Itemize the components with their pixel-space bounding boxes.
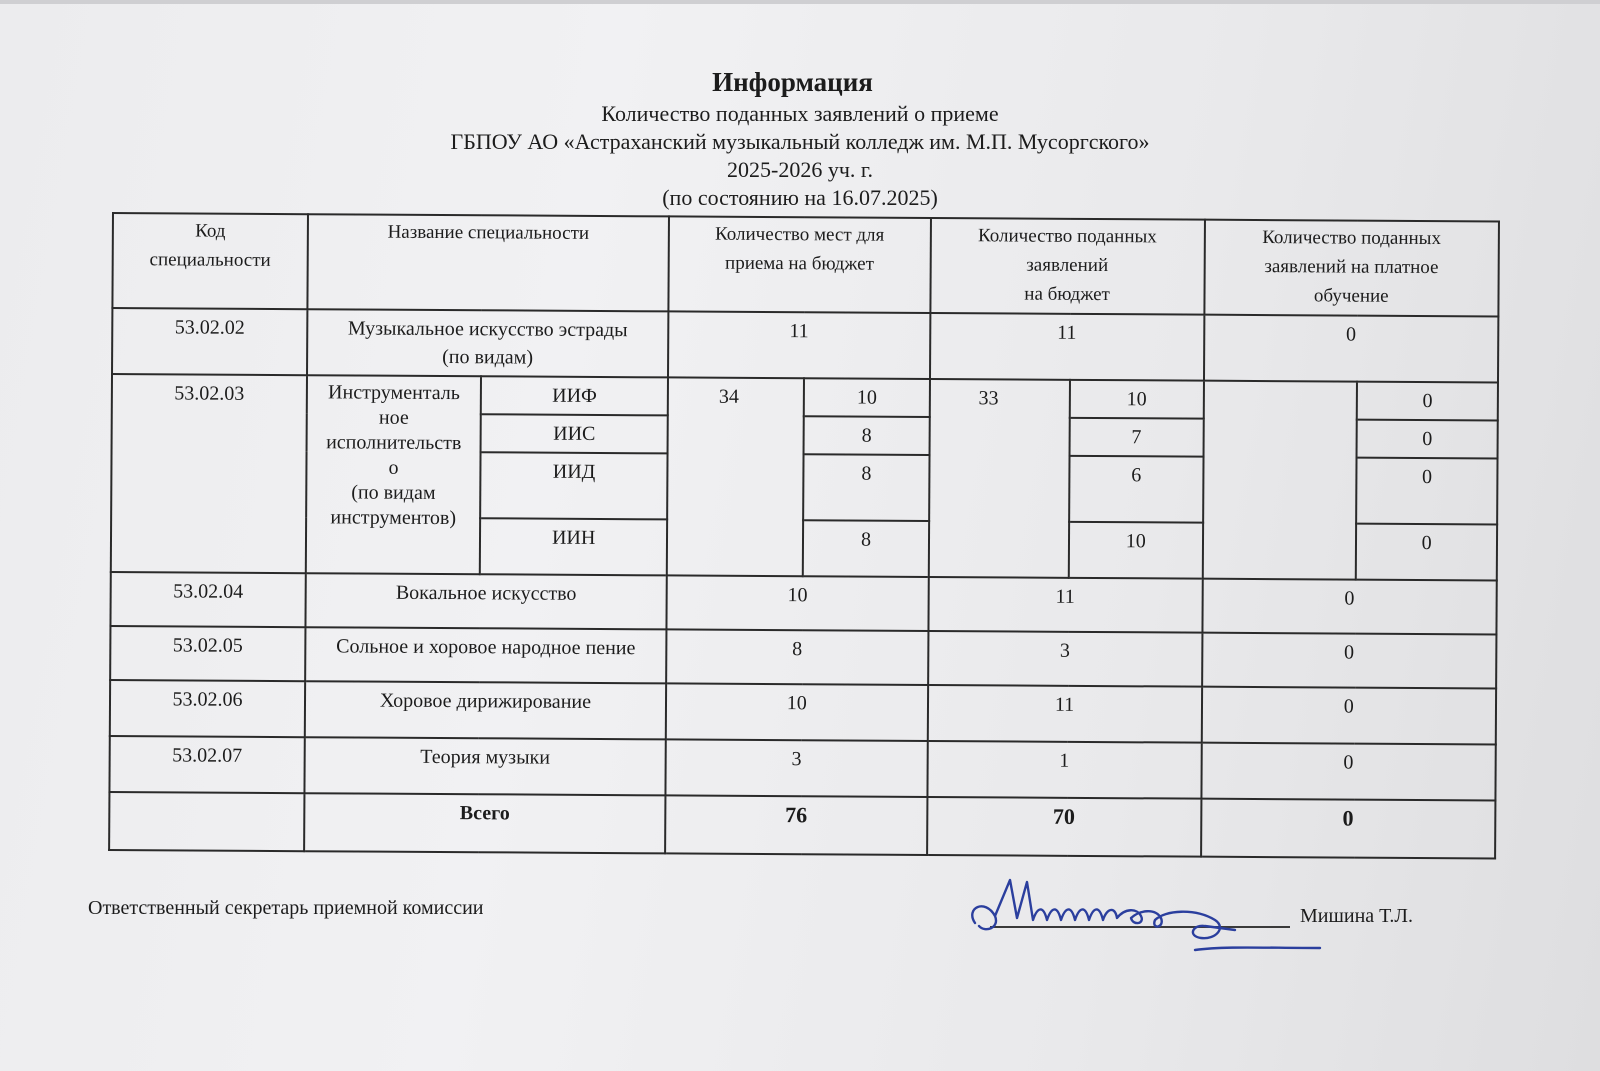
col-header-text: Название специальности [387,221,590,244]
document-subtitle: Количество поданных заявлений о приеме [601,101,999,126]
cell-name-line: инструментов) [330,506,457,530]
cell-places: 8 [666,629,928,685]
cell-sub-places: 8 [803,520,928,577]
table-row [112,308,1498,382]
cell-paid: 0 [1202,579,1497,635]
cell-budget: 3 [928,631,1202,687]
cell-name-line: исполнительств [326,431,462,455]
cell-name-line: Музыкальное искусство эстрады [347,317,628,342]
cell-code: 53.02.04 [110,572,305,627]
cell-sub-places: 8 [804,416,929,455]
cell-places: 10 [666,683,928,741]
cell-sub-budget: 10 [1070,380,1204,419]
cell-name: Теория музыки [304,737,665,795]
cell-paid-empty [1202,381,1357,580]
table-row-sub [112,374,1498,420]
signatory-name: Мишина Т.Л. [1300,905,1413,927]
table-header-row [112,213,1499,316]
cell-name-line: (по видам) [442,346,534,369]
table-row [110,572,1496,634]
cell-sub-paid: 0 [1356,524,1497,581]
cell-paid: 0 [1202,633,1497,689]
cell-sub-budget: 10 [1069,522,1203,579]
cell-sub-paid: 0 [1357,420,1498,459]
cell-code: 53.02.05 [110,626,305,681]
cell-places: 10 [666,575,928,631]
cell-sub-budget: 7 [1070,418,1204,457]
col-header-text: Код [195,220,226,242]
cell-paid: 0 [1201,743,1496,801]
table-row [109,736,1495,800]
cell-name-line: ное [378,406,409,429]
cell-sub-budget: 6 [1069,456,1203,523]
cell-code-empty [109,792,304,851]
cell-places-total: 34 [667,377,805,576]
col-header-text: на бюджет [1024,283,1110,306]
col-header-text: Количество поданных [977,225,1157,248]
cell-budget: 11 [930,313,1204,381]
cell-code: 53.02.03 [111,374,307,573]
cell-name-line: Инструменталь [328,381,461,405]
col-header-text: заявлений на платное [1264,256,1439,279]
col-header-text: Количество мест для [715,223,885,246]
cell-places: 3 [665,739,927,797]
col-header-budget-places [668,216,930,313]
signatory-role: Ответственный секретарь приемной комиссии [88,897,484,919]
cell-sub-label: ИИД [480,452,667,519]
cell-sub-places: 8 [804,454,930,521]
document-header [0,64,1600,212]
cell-name [306,375,482,574]
cell-paid: 0 [1201,687,1496,745]
cell-paid: 0 [1204,315,1499,383]
cell-code: 53.02.06 [110,680,305,737]
cell-name [307,309,668,377]
col-header-budget-apps [930,218,1204,315]
as-of-date: (по состоянию на 16.07.2025) [662,185,938,210]
cell-name-line: (по видам [351,481,436,504]
col-header-code [112,213,307,309]
cell-sub-label: ИИФ [481,376,668,415]
col-header-paid-apps [1204,220,1499,317]
cell-budget: 11 [928,577,1202,633]
col-header-text: заявлений [1026,254,1109,277]
cell-sub-label: ИИН [480,518,667,575]
admission-table [108,212,1500,859]
handwritten-signature [965,868,1325,968]
cell-name-line: о [388,456,399,479]
col-header-text: обучение [1313,285,1389,307]
admission-table-wrapper [108,212,1507,860]
table-row [110,626,1496,688]
cell-places: 11 [668,311,930,379]
cell-sub-places: 10 [804,378,929,417]
cell-name: Сольное и хоровое народное пение [305,627,666,683]
col-header-name [307,214,669,311]
col-header-text: Количество поданных [1262,227,1442,250]
table-row [110,680,1496,744]
institution-name: ГБПОУ АО «Астраханский музыкальный колледж им. М.П. Мусоргского» [450,129,1150,154]
document-title: Информация [712,67,873,97]
cell-sub-paid: 0 [1357,458,1498,525]
cell-name: Хоровое дирижирование [305,681,666,739]
total-label: Всего [304,793,665,853]
cell-name: Вокальное искусство [305,573,666,629]
total-places: 76 [665,795,927,855]
cell-code: 53.02.02 [112,308,307,375]
total-paid: 0 [1201,799,1496,859]
cell-code: 53.02.07 [109,736,304,793]
cell-budget: 1 [927,741,1201,799]
cell-budget-total: 33 [928,379,1070,578]
academic-year: 2025-2026 уч. г. [727,157,873,182]
total-budget: 70 [927,797,1201,857]
cell-sub-paid: 0 [1357,382,1498,421]
cell-sub-label: ИИС [481,414,668,453]
total-row [109,792,1495,858]
col-header-text: специальности [149,249,271,271]
col-header-text: приема на бюджет [725,252,875,275]
cell-budget: 11 [927,685,1201,743]
page-edge [0,0,1600,4]
